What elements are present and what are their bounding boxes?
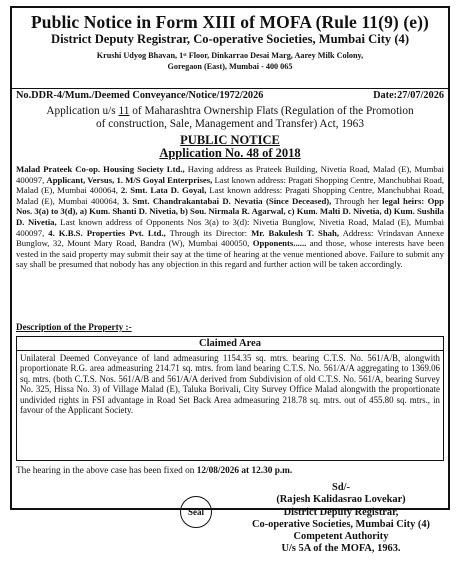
reference-date: Date:27/07/2026 [373,90,444,101]
claimed-area-text: Unilateral Deemed Conveyance of land admeasuring 1154.35 sq. mtrs. bearing C.T.S. No. 561/A/B, alongwith proportionate R.G. area admeasuring 214.71 sq. mtrs. from land bearing C.T.S. No. 561/A/A aggregating to 1369.06 sq. mtrs. (both C.T.S. Nos. 561/A/B and 561/A/A derived from Subdivision of old C.T.S. No. 561/A, bearing Survey No. 325, Hissa No. 3) of Village Malad (E), Taluka Borivali, City Survey Office Malad alongwith the proportionate undivided rights in FSI advantage in Road Set Back Area admeasuring 218.78 sq. mtrs. out of 455.80 sq. mtrs., in favour of the Applicant Society. [20,353,440,416]
claimed-area-box [16,336,444,461]
hearing-date: 12/08/2026 at 12.30 p.m. [196,466,293,476]
notice-header [12,8,448,89]
notice-frame [10,6,450,555]
legal-heirs-address: Last known address of Opponents Nos 3(a) to 3(d): Nivetia Bunglow, Nivetia Road, Malad (E), Mumbai 400097, [16,216,444,238]
opponent-3-name: 3. Smt. Chandrakantabai D. Nevatia (Since Deceased), [122,195,332,206]
application-number: Application No. 48 of 2018 [159,146,301,160]
claimed-area-heading: Claimed Area [17,337,443,351]
application-intro-post: of Maharashtra Ownership Flats (Regulation of the Promotion of construction, Sale, Management and Transfer) Act, 1963 [96,105,414,130]
hearing-text: The hearing in the above case has been fixed on [16,466,197,476]
signature-sd: Sd/- [332,482,350,493]
notice-instructions: and those, whose interests have been vested in the said property may submit their say at the time of hearing at the venue mentioned above. Failure to submit any say shall be presumed that nobody has any objection in this regard and further action will be taken accordingly. [16,238,444,270]
parties-paragraph [16,164,444,270]
signatory-authority: Competent Authority [293,531,389,543]
property-description-heading: Description of the Property :- [16,322,132,332]
director-address: Address: Vrindavan Annexe Bunglow, 32, Mount Mary Road, Bandra (W), Mumbai 400050, [16,227,444,249]
authority-address-line1: Krushi Udyog Bhavan, 1ˢᵗ Floor, Dinkarrao Desai Marg, Aarey Milk Colony, [96,51,364,60]
reference-row [16,90,444,104]
issuing-authority: District Deputy Registrar, Co-operative Societies, Mumbai City (4) [50,32,410,46]
applicant-name: Malad Prateek Co-op. Housing Society Ltd., [16,164,185,174]
reference-number: No.DDR-4/Mum./Deemed Conveyance/Notice/1972/2026 [16,90,264,101]
opponent-2-address: Last known address: Pragati Shopping Centre, Manchubhai Road, Malad (E), Mumbai 400064, [16,185,444,206]
signatory-name: (Rajesh Kalidasrao Lovekar) [276,494,406,506]
application-section: 11 [118,105,130,117]
signatory-office: Co-operative Societies, Mumbai City (4) [251,518,431,530]
opponents-label: Opponents...... [252,238,307,249]
application-intro [42,105,418,131]
notice-title: Public Notice in Form XIII of MOFA (Rule 11(9) (e)) [31,12,429,32]
opponent-1-name: Applicant, Versus, 1. M/S Goyal Enterprises, [46,174,213,185]
official-seal: Seal [180,496,212,528]
signatory-designation: District Deputy Registrar, [283,506,399,518]
legal-heirs: legal heirs: Opp Nos. 3(a) to 3(d), a) Kum. Shanti D. Nivetia, b) Sou. Nirmala R. Agarwal, c) Kum. Malti D. Nivetia, d) Kum. Sushila D. Nivetia, [16,195,444,227]
opponent-1-address: Last known address: Pragati Shopping Centre, Manchubhai Road, Malad (E), Mumbai 400064, [16,174,444,196]
signatory-section: U/s 5A of the MOFA, 1963. [281,543,401,555]
applicant-address: Having address as Prateek Building, Nivetia Road, Malad (E), Mumbai 400097, [16,164,444,185]
application-intro-pre: Application u/s [46,105,119,117]
director-name: Mr. Bakulesh T. Shah, [251,227,340,238]
hearing-line [16,466,292,477]
authority-address-line2: Goregaon (East), Mumbai - 400 065 [167,62,293,71]
signature-block [230,482,452,556]
opponent-3-through: Through her [331,195,383,206]
opponent-2-name: 2. Smt. Lata D. Goyal, [120,185,207,196]
opponent-4-name: 4. K.B.S. Properties Pvt. Ltd., [48,227,166,238]
opponent-4-through: Through its Director: [165,227,252,238]
public-notice-heading: PUBLIC NOTICE [180,133,280,147]
